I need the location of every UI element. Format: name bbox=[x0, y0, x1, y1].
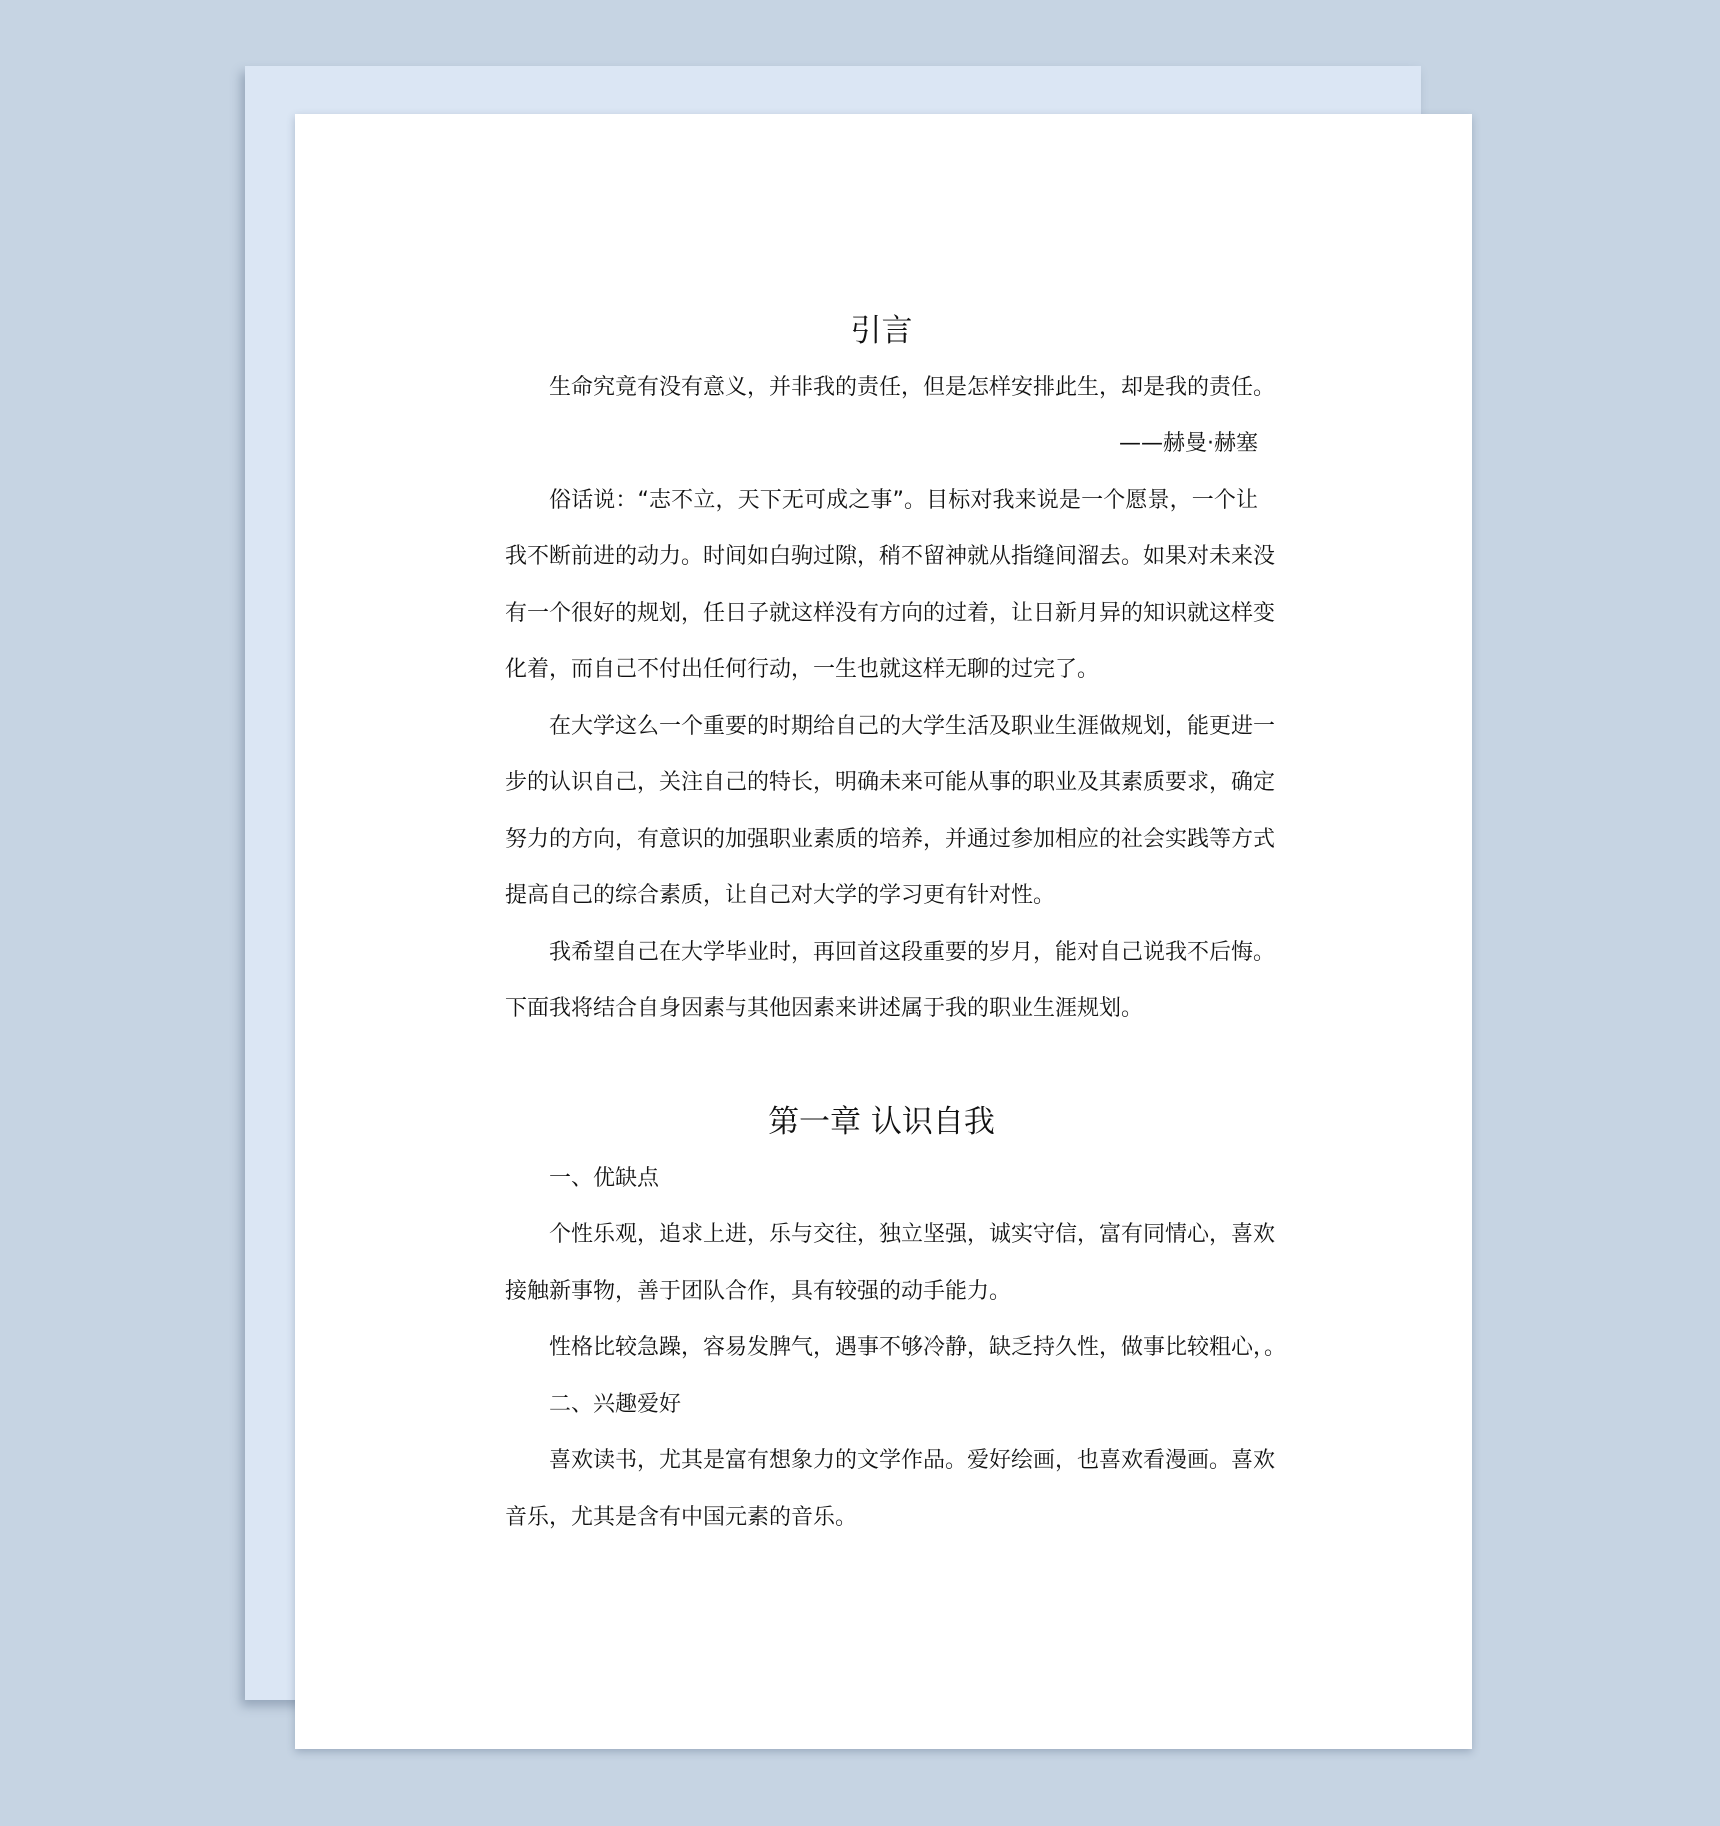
epigraph-attribution: ——赫曼·赫塞 bbox=[1119, 431, 1258, 456]
paragraph-line: 个性乐观，追求上进，乐与交往，独立坚强，诚实守信，富有同情心，喜欢 bbox=[549, 1222, 1276, 1247]
intro-title: 引言 bbox=[850, 313, 913, 349]
epigraph-quote: 生命究竟有没有意义，并非我的责任，但是怎样安排此生，却是我的责任。 bbox=[549, 374, 1276, 400]
paragraph-line: 接触新事物，善于团队合作，具有较强的动手能力。 bbox=[505, 1278, 1012, 1304]
paragraph-line: 提高自己的综合素质，让自己对大学的学习更有针对性。 bbox=[505, 883, 1056, 908]
paragraph-line: 我不断前进的动力。时间如白驹过隙，稍不留神就从指缝间溜去。如果对未来没 bbox=[505, 544, 1276, 569]
section-heading: 一、优缺点 bbox=[549, 1165, 660, 1191]
section-heading: 二、兴趣爱好 bbox=[549, 1391, 682, 1417]
paragraph-line: 音乐，尤其是含有中国元素的音乐。 bbox=[505, 1504, 858, 1530]
paragraph-line: 化着，而自己不付出任何行动，一生也就这样无聊的过完了。 bbox=[505, 657, 1100, 682]
paragraph-line: 下面我将结合自身因素与其他因素来讲述属于我的职业生涯规划。 bbox=[505, 996, 1144, 1021]
paragraph-line: 性格比较急躁，容易发脾气，遇事不够冷静，缺乏持久性，做事比较粗心，。 bbox=[549, 1335, 1287, 1360]
paragraph-line: 有一个很好的规划，任日子就这样没有方向的过着，让日新月异的知识就这样变 bbox=[505, 600, 1276, 626]
paragraph-line: 努力的方向，有意识的加强职业素质的培养，并通过参加相应的社会实践等方式 bbox=[505, 826, 1276, 852]
paragraph-line: 喜欢读书，尤其是富有想象力的文学作品。爱好绘画，也喜欢看漫画。喜欢 bbox=[549, 1448, 1276, 1473]
document-page bbox=[295, 114, 1472, 1749]
paragraph-line: 在大学这么一个重要的时期给自己的大学生活及职业生涯做规划，能更进一 bbox=[549, 713, 1276, 739]
paragraph-line: 我希望自己在大学毕业时，再回首这段重要的岁月，能对自己说我不后悔。 bbox=[549, 939, 1276, 965]
blank-line bbox=[505, 1038, 1258, 1095]
paragraph-line: 俗话说：“志不立，天下无可成之事”。目标对我来说是一个愿景，一个让 bbox=[549, 487, 1258, 513]
chapter-title: 第一章 认识自我 bbox=[768, 1104, 995, 1140]
page-content bbox=[505, 303, 1287, 1546]
paragraph-line: 步的认识自己，关注自己的特长，明确未来可能从事的职业及其素质要求，确定 bbox=[505, 770, 1276, 795]
